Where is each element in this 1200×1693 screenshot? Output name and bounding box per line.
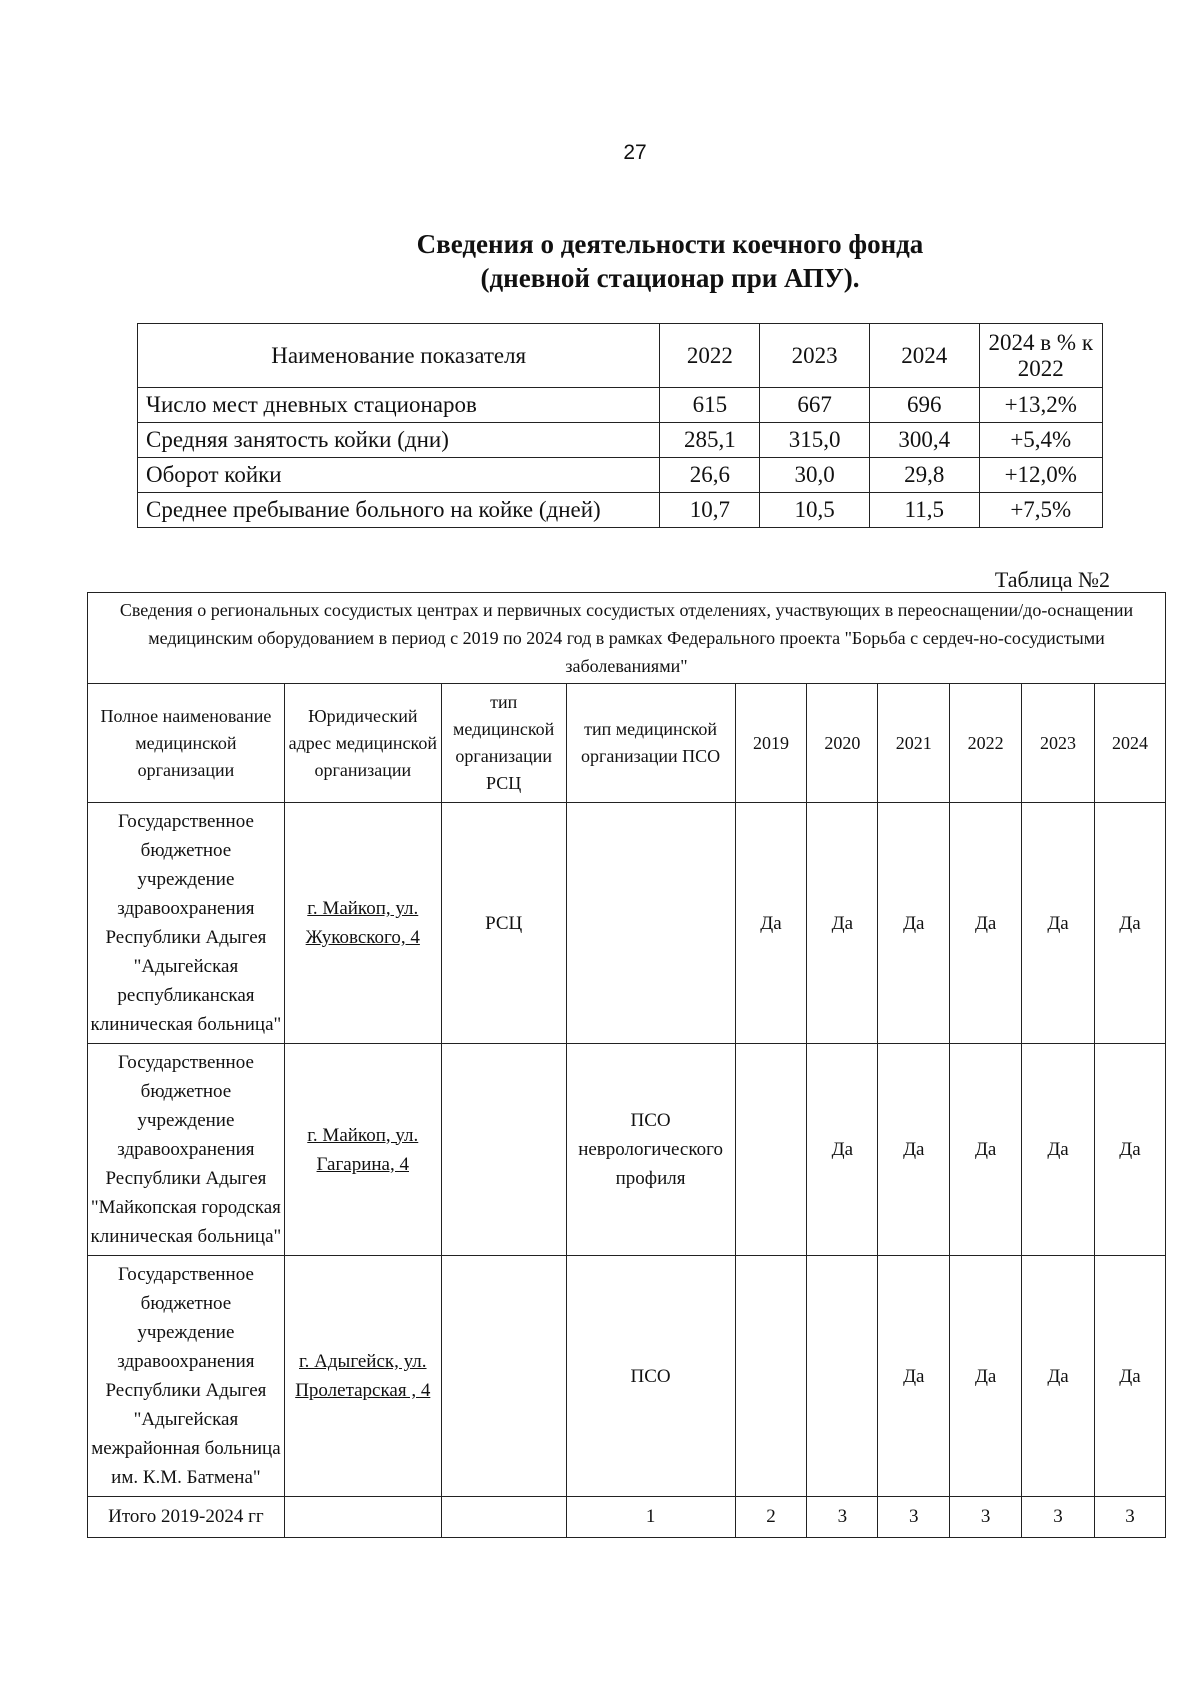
- type-pso: [566, 803, 735, 1044]
- header-2022: 2022: [660, 324, 760, 388]
- table-row: [88, 1044, 1166, 1256]
- type-pso: ПСО неврологического профиля: [566, 1044, 735, 1256]
- header-2019: 2019: [735, 684, 807, 803]
- type-rsc: РСЦ: [441, 803, 566, 1044]
- value-2020: Да: [807, 803, 878, 1044]
- value-2023: 10,5: [760, 493, 870, 528]
- total-row: [88, 1497, 1166, 1538]
- title-line-1: Сведения о деятельности коечного фонда: [416, 229, 924, 259]
- value-2022: 26,6: [660, 458, 760, 493]
- header-2024: 2024: [1095, 684, 1166, 803]
- value-2024: 29,8: [869, 458, 979, 493]
- total-2022: 3: [950, 1497, 1022, 1538]
- type-rsc: [441, 1044, 566, 1256]
- org-name: Государственное бюджетное учреждение здравоохранения Республики Адыгея "Адыгейская межрайонная больница им. К.М. Батмена": [88, 1256, 285, 1497]
- org-address: г. Майкоп, ул. Жуковского, 4: [284, 803, 441, 1044]
- header-2022: 2022: [950, 684, 1022, 803]
- table-caption: Сведения о региональных сосудистых центрах и первичных сосудистых отделениях, участвующих в переоснащении/до-оснащении медицинским оборудованием в период с 2019 по 2024 год в рамках Федерального проекта "Борьба с сердеч-но-сосудистыми заболеваниями": [88, 593, 1166, 684]
- header-org-name: Полное наименование медицинской организации: [88, 684, 285, 803]
- value-2024: 696: [869, 388, 979, 423]
- type-rsc: [441, 1256, 566, 1497]
- value-2023: Да: [1022, 1256, 1095, 1497]
- value-2024: 11,5: [869, 493, 979, 528]
- value-percent: +7,5%: [979, 493, 1102, 528]
- header-2021: 2021: [878, 684, 950, 803]
- table-row: [138, 423, 1103, 458]
- value-2022: 615: [660, 388, 760, 423]
- total-2021: 3: [878, 1497, 950, 1538]
- table-2-label: Таблица №2: [994, 567, 1110, 592]
- table-header-row: [138, 324, 1103, 388]
- value-2021: Да: [878, 1256, 950, 1497]
- header-type-rsc: тип медицинской организации РСЦ: [441, 684, 566, 803]
- value-2023: 667: [760, 388, 870, 423]
- title-line-2: (дневной стационар при АПУ).: [480, 263, 860, 293]
- org-address: г. Адыгейск, ул. Пролетарская , 4: [284, 1256, 441, 1497]
- value-2021: Да: [878, 803, 950, 1044]
- total-2023: 3: [1022, 1497, 1095, 1538]
- value-2023: Да: [1022, 1044, 1095, 1256]
- value-2023: Да: [1022, 803, 1095, 1044]
- value-2024: Да: [1095, 1256, 1166, 1497]
- value-2024: 300,4: [869, 423, 979, 458]
- value-2022: 10,7: [660, 493, 760, 528]
- total-2019: 2: [735, 1497, 807, 1538]
- value-2019: [735, 1044, 807, 1256]
- value-2020: Да: [807, 1044, 878, 1256]
- header-2024: 2024: [869, 324, 979, 388]
- table-header-row: [88, 684, 1166, 803]
- value-2024: Да: [1095, 803, 1166, 1044]
- type-pso: ПСО: [566, 1256, 735, 1497]
- document-title: [390, 227, 950, 295]
- value-2022: Да: [950, 1044, 1022, 1256]
- page-number: 27: [623, 141, 647, 164]
- vascular-centers-table: [87, 592, 1166, 1538]
- table-row: [88, 1256, 1166, 1497]
- total-2024: 3: [1095, 1497, 1166, 1538]
- value-2022: Да: [950, 1256, 1022, 1497]
- value-percent: +13,2%: [979, 388, 1102, 423]
- value-percent: +5,4%: [979, 423, 1102, 458]
- value-2022: Да: [950, 803, 1022, 1044]
- total-2020: 3: [807, 1497, 878, 1538]
- header-2023: 2023: [760, 324, 870, 388]
- bed-fund-table: [137, 323, 1103, 528]
- value-2020: [807, 1256, 878, 1497]
- table-row: [138, 388, 1103, 423]
- total-address: [284, 1497, 441, 1538]
- value-2021: Да: [878, 1044, 950, 1256]
- value-2019: [735, 1256, 807, 1497]
- org-name: Государственное бюджетное учреждение здравоохранения Республики Адыгея "Майкопская городская клиническая больница": [88, 1044, 285, 1256]
- value-2024: Да: [1095, 1044, 1166, 1256]
- header-percent: 2024 в % к 2022: [979, 324, 1102, 388]
- table-row: [88, 803, 1166, 1044]
- total-type-rsc: [441, 1497, 566, 1538]
- value-percent: +12,0%: [979, 458, 1102, 493]
- table-row: [138, 493, 1103, 528]
- total-label: Итого 2019-2024 гг: [88, 1497, 285, 1538]
- org-address: г. Майкоп, ул. Гагарина, 4: [284, 1044, 441, 1256]
- indicator-name: Среднее пребывание больного на койке (дней): [138, 493, 660, 528]
- indicator-name: Средняя занятость койки (дни): [138, 423, 660, 458]
- indicator-name: Оборот койки: [138, 458, 660, 493]
- table-caption-row: [88, 593, 1166, 684]
- value-2019: Да: [735, 803, 807, 1044]
- header-address: Юридический адрес медицинской организации: [284, 684, 441, 803]
- total-type-pso: 1: [566, 1497, 735, 1538]
- value-2023: 30,0: [760, 458, 870, 493]
- value-2023: 315,0: [760, 423, 870, 458]
- table-row: [138, 458, 1103, 493]
- org-name: Государственное бюджетное учреждение здравоохранения Республики Адыгея "Адыгейская республиканская клиническая больница": [88, 803, 285, 1044]
- indicator-name: Число мест дневных стационаров: [138, 388, 660, 423]
- value-2022: 285,1: [660, 423, 760, 458]
- header-2023: 2023: [1022, 684, 1095, 803]
- header-indicator-name: Наименование показателя: [138, 324, 660, 388]
- header-2020: 2020: [807, 684, 878, 803]
- header-type-pso: тип медицинской организации ПСО: [566, 684, 735, 803]
